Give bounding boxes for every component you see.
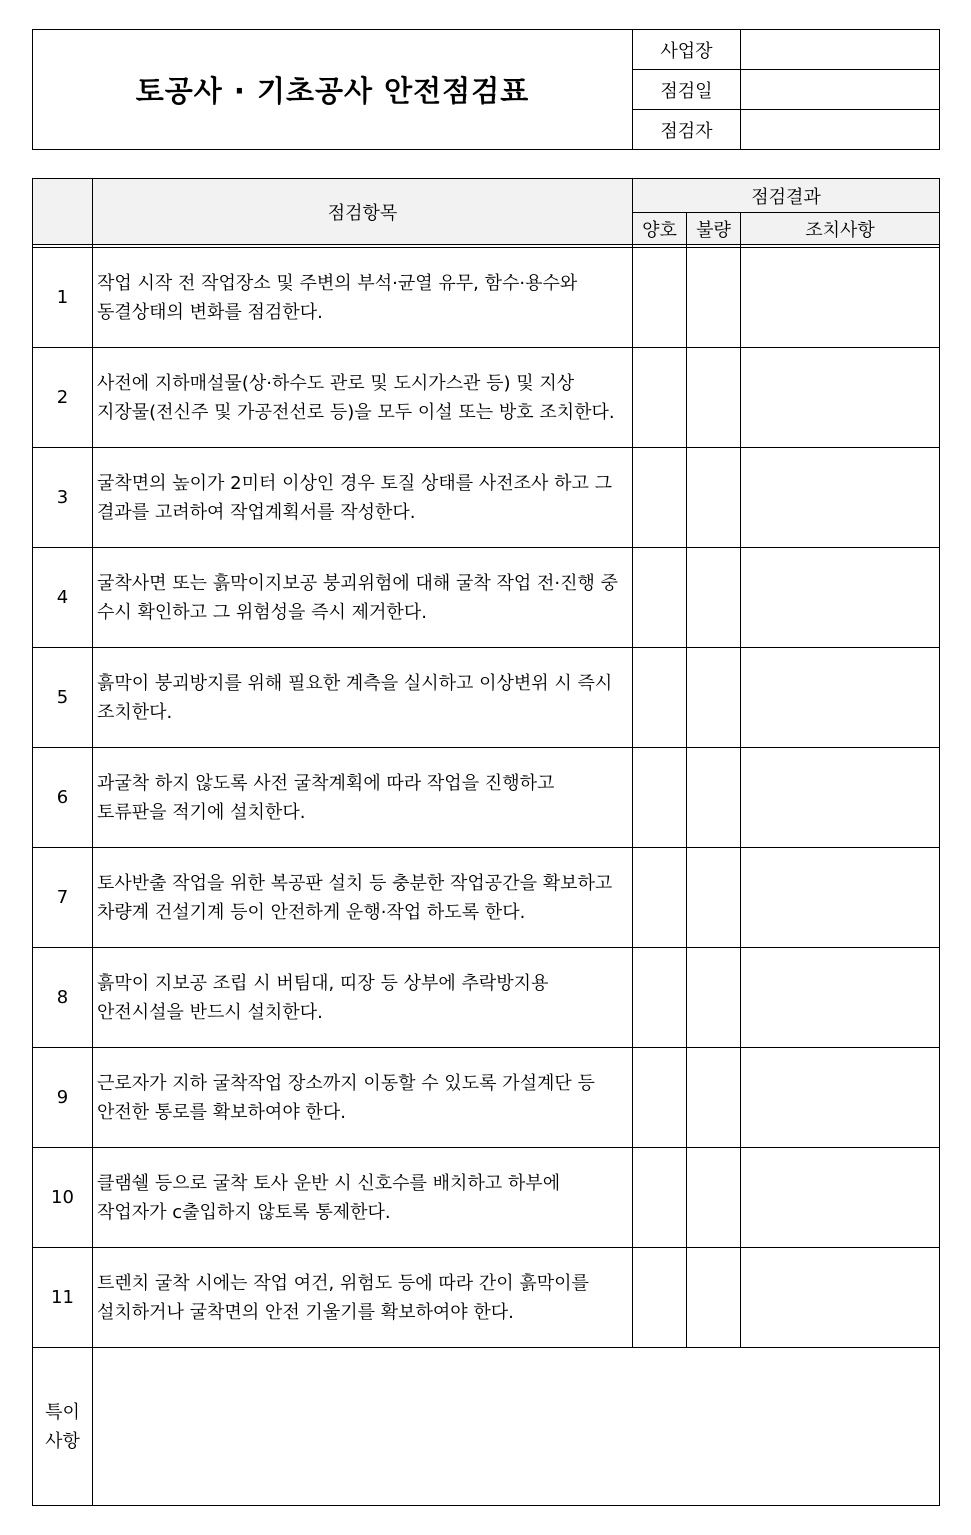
action-field[interactable]: [741, 348, 940, 448]
action-field[interactable]: [741, 1048, 940, 1148]
table-row: [33, 448, 940, 548]
bad-checkbox-cell[interactable]: [687, 548, 741, 648]
notes-field[interactable]: [93, 1348, 940, 1506]
bad-checkbox-cell[interactable]: [687, 648, 741, 748]
bad-checkbox-cell[interactable]: [687, 1148, 741, 1248]
header-table: [32, 29, 940, 150]
site-field[interactable]: [741, 30, 940, 70]
good-checkbox-cell[interactable]: [633, 948, 687, 1048]
table-row: [33, 848, 940, 948]
checklist-table: [32, 178, 940, 1506]
notes-label-line2: 사항: [45, 1430, 80, 1452]
bad-checkbox-cell[interactable]: [687, 848, 741, 948]
action-header: 조치사항: [741, 213, 940, 245]
bad-header: 불량: [687, 213, 741, 245]
action-field[interactable]: [741, 748, 940, 848]
notes-label: [33, 1348, 93, 1506]
item-header: 점검항목: [93, 179, 633, 245]
row-number: 4: [33, 548, 93, 648]
good-checkbox-cell[interactable]: [633, 1048, 687, 1148]
good-checkbox-cell[interactable]: [633, 1248, 687, 1348]
check-item-text: 흙막이 지보공 조립 시 버팀대, 띠장 등 상부에 추락방지용 안전시설을 반드시 설치한다.: [93, 948, 633, 1048]
action-field[interactable]: [741, 1148, 940, 1248]
table-row: [33, 1048, 940, 1148]
row-number: 2: [33, 348, 93, 448]
bad-checkbox-cell[interactable]: [687, 1248, 741, 1348]
row-number: 8: [33, 948, 93, 1048]
row-number: 3: [33, 448, 93, 548]
good-header: 양호: [633, 213, 687, 245]
check-item-text: 클램쉘 등으로 굴착 토사 운반 시 신호수를 배치하고 하부에 작업자가 c출입하지 않토록 통제한다.: [93, 1148, 633, 1248]
bad-checkbox-cell[interactable]: [687, 248, 741, 348]
inspector-label: 점검자: [633, 110, 741, 150]
check-item-text: 굴착면의 높이가 2미터 이상인 경우 토질 상태를 사전조사 하고 그 결과를 고려하여 작업계획서를 작성한다.: [93, 448, 633, 548]
row-number: 9: [33, 1048, 93, 1148]
row-number: 7: [33, 848, 93, 948]
good-checkbox-cell[interactable]: [633, 248, 687, 348]
number-header: [33, 179, 93, 245]
check-item-text: 과굴착 하지 않도록 사전 굴착계획에 따라 작업을 진행하고 토류판을 적기에 설치한다.: [93, 748, 633, 848]
bad-checkbox-cell[interactable]: [687, 448, 741, 548]
action-field[interactable]: [741, 948, 940, 1048]
action-field[interactable]: [741, 248, 940, 348]
good-checkbox-cell[interactable]: [633, 448, 687, 548]
inspection-date-label: 점검일: [633, 70, 741, 110]
row-number: 5: [33, 648, 93, 748]
row-number: 10: [33, 1148, 93, 1248]
row-number: 11: [33, 1248, 93, 1348]
good-checkbox-cell[interactable]: [633, 348, 687, 448]
document-title: 토공사 · 기초공사 안전점검표: [33, 30, 633, 150]
inspector-field[interactable]: [741, 110, 940, 150]
table-row: [33, 748, 940, 848]
result-header: 점검결과: [633, 179, 940, 213]
bad-checkbox-cell[interactable]: [687, 748, 741, 848]
table-row: [33, 248, 940, 348]
action-field[interactable]: [741, 848, 940, 948]
table-row: [33, 648, 940, 748]
inspection-date-field[interactable]: [741, 70, 940, 110]
check-item-text: 작업 시작 전 작업장소 및 주변의 부석·균열 유무, 함수·용수와 동결상태의 변화를 점검한다.: [93, 248, 633, 348]
check-item-text: 근로자가 지하 굴착작업 장소까지 이동할 수 있도록 가설계단 등 안전한 통로를 확보하여야 한다.: [93, 1048, 633, 1148]
action-field[interactable]: [741, 548, 940, 648]
site-label: 사업장: [633, 30, 741, 70]
good-checkbox-cell[interactable]: [633, 848, 687, 948]
good-checkbox-cell[interactable]: [633, 648, 687, 748]
table-row: [33, 1148, 940, 1248]
bad-checkbox-cell[interactable]: [687, 948, 741, 1048]
action-field[interactable]: [741, 1248, 940, 1348]
row-number: 6: [33, 748, 93, 848]
check-item-text: 굴착사면 또는 흙막이지보공 붕괴위험에 대해 굴착 작업 전·진행 중 수시 확인하고 그 위험성을 즉시 제거한다.: [93, 548, 633, 648]
check-item-text: 토사반출 작업을 위한 복공판 설치 등 충분한 작업공간을 확보하고 차량계 건설기계 등이 안전하게 운행·작업 하도록 한다.: [93, 848, 633, 948]
table-row: [33, 1248, 940, 1348]
check-item-text: 사전에 지하매설물(상·하수도 관로 및 도시가스관 등) 및 지상 지장물(전신주 및 가공전선로 등)을 모두 이설 또는 방호 조치한다.: [93, 348, 633, 448]
row-number: 1: [33, 248, 93, 348]
action-field[interactable]: [741, 448, 940, 548]
good-checkbox-cell[interactable]: [633, 748, 687, 848]
check-item-text: 트렌치 굴착 시에는 작업 여건, 위험도 등에 따라 간이 흙막이를 설치하거나 굴착면의 안전 기울기를 확보하여야 한다.: [93, 1248, 633, 1348]
action-field[interactable]: [741, 648, 940, 748]
table-row: [33, 348, 940, 448]
good-checkbox-cell[interactable]: [633, 548, 687, 648]
bad-checkbox-cell[interactable]: [687, 348, 741, 448]
bad-checkbox-cell[interactable]: [687, 1048, 741, 1148]
good-checkbox-cell[interactable]: [633, 1148, 687, 1248]
table-row: [33, 548, 940, 648]
table-row: [33, 948, 940, 1048]
notes-label-line1: 특이: [45, 1401, 80, 1423]
check-item-text: 흙막이 붕괴방지를 위해 필요한 계측을 실시하고 이상변위 시 즉시 조치한다.: [93, 648, 633, 748]
